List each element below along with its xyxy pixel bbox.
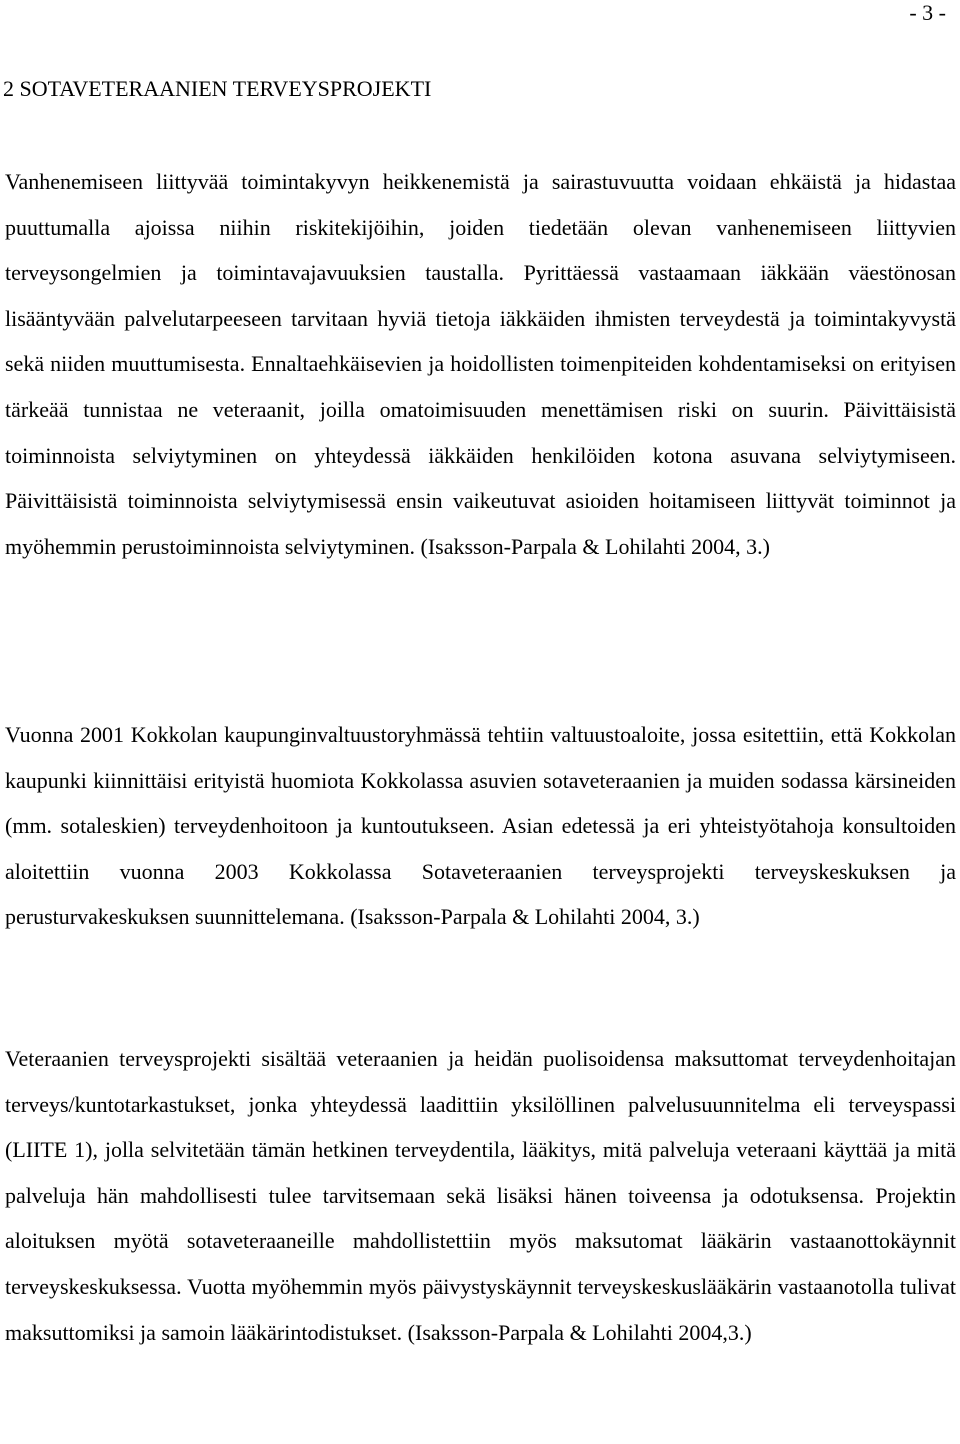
body-text-block-3 bbox=[5, 1036, 956, 1355]
paragraph-1: Vanhenemiseen liittyvää toimintakyvyn heikkenemistä ja sairastuvuutta voidaan ehkäistä ja hidastaa puuttumalla ajoissa niihin riskitekijöihin, joiden tiedetään olevan vanhenemiseen liittyvien terveysongelmien ja toimintavajavuuksien taustalla. Pyrittäessä vastaamaan iäkkään väestönosan lisääntyvään palvelutarpeeseen tarvitaan hyviä tietoja iäkkäiden ihmisten terveydestä ja toimintakyvystä sekä niiden muuttumisesta. Ennaltaehkäisevien ja hoidollisten toimenpiteiden kohdentamiseksi on erityisen tärkeää tunnistaa ne veteraanit, joilla omatoimisuuden menettämisen riski on suurin. Päivittäisistä toiminnoista selviytyminen on yhteydessä iäkkäiden henkilöiden kotona asuvana selviytymiseen. Päivittäisistä toiminnoista selviytymisessä ensin vaikeutuvat asioiden hoitamiseen liittyvät toiminnot ja myöhemmin perustoiminnoista selviytyminen. (Isaksson-Parpala & Lohilahti 2004, 3.) bbox=[5, 169, 956, 559]
body-text-block-2 bbox=[5, 712, 956, 940]
page-number: - 3 - bbox=[909, 0, 946, 25]
body-text-block-1 bbox=[5, 159, 956, 569]
paragraph-2: Vuonna 2001 Kokkolan kaupunginvaltuustoryhmässä tehtiin valtuustoaloite, jossa esitettiin, että Kokkolan kaupunki kiinnittäisi erityistä huomiota Kokkolassa asuvien sotaveteraanien ja muiden sodassa kärsineiden (mm. sotaleskien) terveydenhoitoon ja kuntoutukseen. Asian edetessä ja eri yhteistyötahoja konsultoiden aloitettiin vuonna 2003 Kokkolassa Sotaveteraanien terveysprojekti terveyskeskuksen ja perusturvakeskuksen suunnittelemana. (Isaksson-Parpala & Lohilahti 2004, 3.) bbox=[5, 722, 956, 930]
paragraph-3: Veteraanien terveysprojekti sisältää veteraanien ja heidän puolisoidensa maksuttomat terveydenhoitajan terveys/kuntotarkastukset, jonka yhteydessä laadittiin yksilöllinen palvelusuunnitelma eli terveyspassi (LIITE 1), jolla selvitetään tämän hetkinen terveydentila, lääkitys, mitä palveluja veteraani käyttää ja mitä palveluja hän mahdollisesti tulee tarvitsemaan sekä lisäksi hänen toiveensa ja odotuksensa. Projektin aloituksen myötä sotaveteraaneille mahdollistettiin myös maksutomat lääkärin vastaanottokäynnit terveyskeskuksessa. Vuotta myöhemmin myös päivystyskäynnit terveyskeskuslääkärin vastaanotolla tulivat maksuttomiksi ja samoin lääkärintodistukset. (Isaksson-Parpala & Lohilahti 2004,3.) bbox=[5, 1046, 956, 1345]
section-heading: 2 SOTAVETERAANIEN TERVEYSPROJEKTI bbox=[3, 76, 432, 101]
